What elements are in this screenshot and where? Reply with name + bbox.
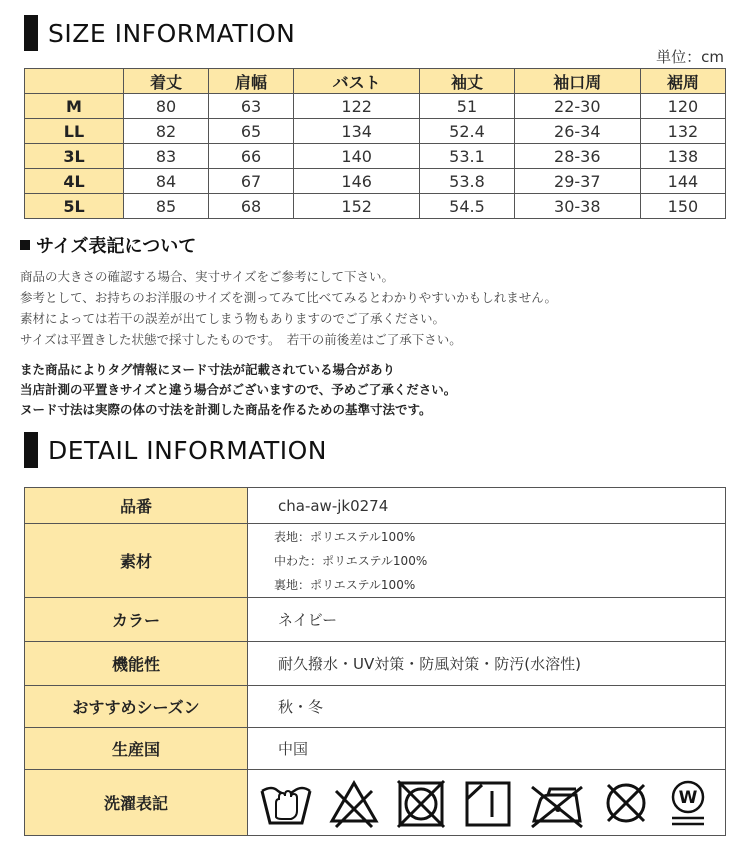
season-label: おすすめシーズン — [25, 686, 248, 728]
bold-note-line: ヌード寸法は実際の体の寸法を計測した商品を作るための基準寸法です。 — [20, 402, 432, 417]
season-value: 秋・冬 — [248, 686, 726, 728]
size-label: M — [25, 94, 124, 119]
color-label: カラー — [25, 598, 248, 642]
low-iron-icon — [528, 777, 586, 829]
size-cell: 144 — [640, 169, 725, 194]
detail-row-function — [25, 642, 726, 686]
size-row — [25, 169, 726, 194]
size-cell: 30-38 — [514, 194, 640, 219]
size-cell: 68 — [209, 194, 294, 219]
title-bar — [24, 432, 38, 468]
size-cell: 66 — [209, 144, 294, 169]
detail-title-text: DETAIL INFORMATION — [48, 435, 327, 465]
size-cell: 63 — [209, 94, 294, 119]
size-cell: 28-36 — [514, 144, 640, 169]
size-cell: 85 — [124, 194, 209, 219]
product-no-value: cha-aw-jk0274 — [248, 488, 726, 524]
size-cell: 80 — [124, 94, 209, 119]
detail-section-title — [24, 432, 327, 468]
bold-note-line: 当店計測の平置きサイズと違う場合がございますので、予めご了承ください。 — [20, 382, 457, 397]
care-icons — [258, 777, 725, 829]
size-row — [25, 194, 726, 219]
size-table-header — [25, 69, 726, 94]
size-cell: 22-30 — [514, 94, 640, 119]
no-tumble-dry-icon — [394, 777, 448, 829]
square-bullet-icon — [20, 240, 30, 250]
size-cell: 51 — [420, 94, 514, 119]
detail-row-material — [25, 524, 726, 598]
size-label: 4L — [25, 169, 124, 194]
function-value: 耐久撥水・UV対策・防風対策・防汚(水溶性) — [248, 642, 726, 686]
size-section-title — [24, 15, 295, 51]
size-notes-heading-text: サイズ表記について — [36, 236, 197, 257]
color-value: ネイビー — [248, 598, 726, 642]
note-line: 参考として、お持ちのお洋服のサイズを測ってみて比べてみるとわかりやすいかもしれません。 — [20, 290, 558, 305]
size-cell: 65 — [209, 119, 294, 144]
size-cell: 53.8 — [420, 169, 514, 194]
wet-clean-icon — [666, 777, 710, 829]
unit-label: 単位：cm — [656, 48, 724, 66]
size-row — [25, 94, 726, 119]
size-cell: 67 — [209, 169, 294, 194]
size-cell: 140 — [294, 144, 420, 169]
detail-row-season — [25, 686, 726, 728]
material-line: 表地：ポリエステル100% — [274, 529, 416, 544]
header-cell: 着丈 — [124, 69, 209, 94]
note-line: サイズは平置きした状態で採寸したものです。 若干の前後差はご了承下さい。 — [20, 332, 462, 347]
note-line: 商品の大きさの確認する場合、実寸サイズをご参考にして下さい。 — [20, 269, 395, 284]
size-table — [24, 68, 726, 219]
function-label: 機能性 — [25, 642, 248, 686]
no-bleach-icon — [328, 777, 380, 829]
size-cell: 138 — [640, 144, 725, 169]
no-dry-clean-icon — [600, 777, 652, 829]
product-no-label: 品番 — [25, 488, 248, 524]
size-label: 3L — [25, 144, 124, 169]
title-bar — [24, 15, 38, 51]
header-cell: 裾周 — [640, 69, 725, 94]
size-cell: 134 — [294, 119, 420, 144]
header-cell: 肩幅 — [209, 69, 294, 94]
header-cell: バスト — [294, 69, 420, 94]
size-cell: 120 — [640, 94, 725, 119]
size-title-text: SIZE INFORMATION — [48, 18, 296, 48]
size-label: 5L — [25, 194, 124, 219]
size-cell: 146 — [294, 169, 420, 194]
detail-row-color — [25, 598, 726, 642]
header-cell — [25, 69, 124, 94]
size-cell: 54.5 — [420, 194, 514, 219]
header-cell: 袖丈 — [420, 69, 514, 94]
line-dry-icon — [462, 777, 514, 829]
size-row — [25, 119, 726, 144]
size-notes — [20, 232, 557, 420]
size-cell: 152 — [294, 194, 420, 219]
size-cell: 122 — [294, 94, 420, 119]
header-cell: 袖口周 — [514, 69, 640, 94]
size-cell: 132 — [640, 119, 725, 144]
detail-row-product-no — [25, 488, 726, 524]
material-label: 素材 — [25, 524, 248, 598]
size-cell: 29-37 — [514, 169, 640, 194]
size-cell: 84 — [124, 169, 209, 194]
size-cell: 82 — [124, 119, 209, 144]
detail-table — [24, 487, 726, 836]
size-notes-heading — [20, 232, 557, 258]
material-line: 裏地：ポリエステル100% — [274, 577, 416, 592]
size-row — [25, 144, 726, 169]
care-label: 洗濯表記 — [25, 770, 248, 836]
hand-wash-icon — [258, 777, 314, 829]
size-label: LL — [25, 119, 124, 144]
material-line: 中わた：ポリエステル100% — [274, 553, 428, 568]
bold-note-line: また商品によりタグ情報にヌード寸法が記載されている場合があり — [20, 362, 396, 377]
size-cell: 53.1 — [420, 144, 514, 169]
size-cell: 150 — [640, 194, 725, 219]
size-cell: 26-34 — [514, 119, 640, 144]
origin-label: 生産国 — [25, 728, 248, 770]
detail-row-origin — [25, 728, 726, 770]
origin-value: 中国 — [248, 728, 726, 770]
detail-row-care — [25, 770, 726, 836]
size-cell: 83 — [124, 144, 209, 169]
size-cell: 52.4 — [420, 119, 514, 144]
wet-clean-letter: W — [678, 787, 698, 808]
note-line: 素材によっては若干の誤差が出てしまう物もありますのでご了承ください。 — [20, 311, 446, 326]
